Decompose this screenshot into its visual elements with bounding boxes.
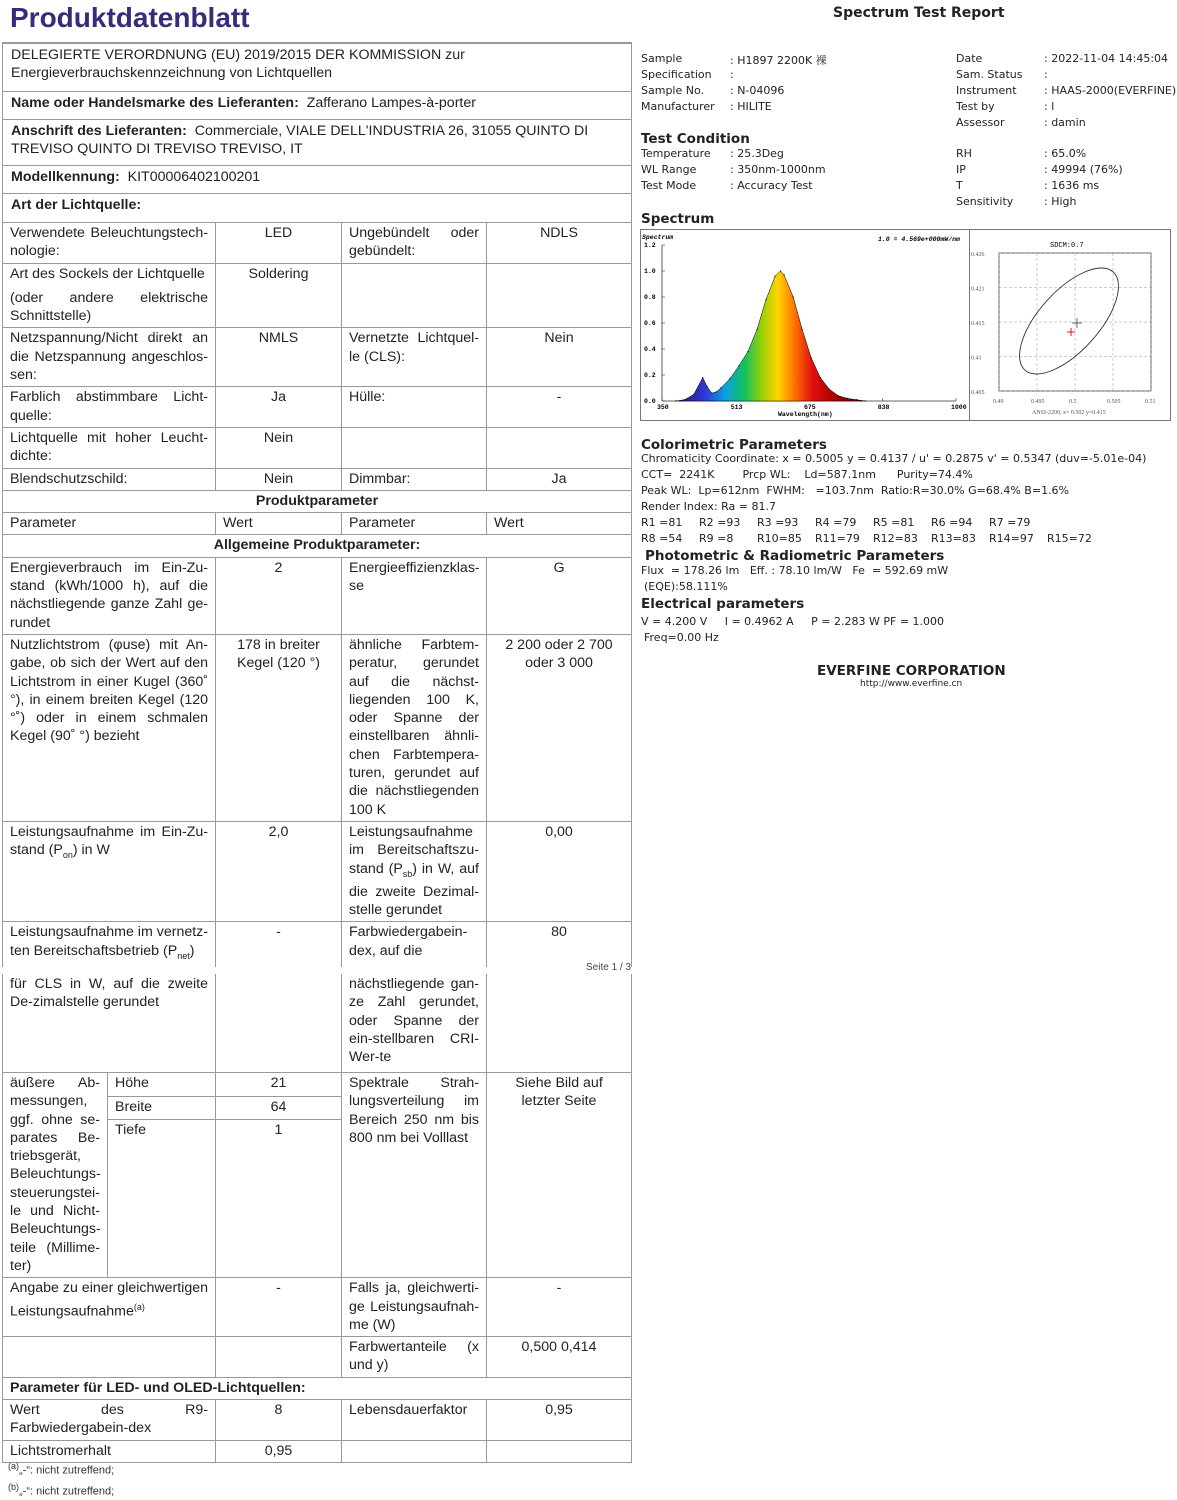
supplier-box	[2, 91, 632, 120]
eclass-label: Energieeffizienzklas-se	[342, 557, 487, 634]
flux-value: 178 in breiter Kegel (120 °)	[216, 634, 342, 821]
supplier-value: Zafferano Lampes-à-porter	[306, 95, 476, 111]
glare-value: Nein	[216, 468, 342, 490]
spectrum-point	[702, 377, 703, 378]
spectrum-point	[720, 387, 721, 388]
type-label: Art der Lichtquelle:	[11, 197, 142, 213]
model-value: KIT00006402100201	[127, 169, 261, 185]
chromaticity-label: Farbwertanteile (x und y)	[342, 1337, 487, 1378]
condition-value: : 350nm-1000nm	[730, 163, 826, 176]
cie-y-tick-label: 0.426	[971, 252, 985, 258]
table-row	[3, 387, 632, 428]
pon-label-text: Leistungsaufnahme im Ein-Zu-stand (P	[10, 823, 208, 859]
info-label: Test by	[956, 100, 995, 113]
cct-line: CCT= 2241K Prcp WL: Ld=587.1nm Purity=74.4%	[641, 468, 973, 481]
chart-spec-label: Spectrum	[642, 234, 674, 241]
table-row	[3, 1073, 632, 1097]
table-row	[3, 1337, 632, 1378]
table-row	[3, 427, 632, 468]
table-row	[3, 922, 632, 967]
table-row	[3, 557, 632, 634]
info-label: Sample No.	[641, 84, 705, 97]
condition-value: : 49994 (76%)	[1044, 163, 1123, 176]
render-index-value: R2 =93	[699, 516, 741, 529]
report-title: Spectrum Test Report	[833, 5, 1005, 21]
table-row	[3, 223, 632, 264]
equiv-power-value: -	[487, 1278, 632, 1337]
table-row	[3, 263, 632, 328]
equiv-power-label: Falls ja, gleichwerti-ge Leistungsaufnah-me (W)	[342, 1278, 487, 1337]
luminance-label: Lichtquelle mit hoher Leucht-dichte:	[3, 427, 216, 468]
info-value: : HAAS-2000(EVERFINE)	[1044, 84, 1177, 97]
condition-label: T	[956, 179, 963, 192]
spectrum-point	[820, 377, 821, 378]
cls-value: Nein	[487, 328, 632, 387]
cie-y-tick-label: 0.41	[971, 355, 982, 362]
condition-value: : Accuracy Test	[730, 179, 813, 192]
cct-label: ähnliche Farbtem-peratur, gerundet auf die nächst-liegenden 100 K, oder Spanne der einstellbaren ähnli-chen Farbtempera-turen, gerundet auf die nächstliegenden 100 K	[342, 634, 487, 821]
flux-line: Flux = 178.26 lm Eff. : 78.10 lm/W Fe = 592.69 mW	[641, 564, 949, 577]
equiv-label	[3, 1278, 216, 1337]
table-row	[3, 974, 632, 1073]
psb-value: 0,00	[487, 821, 632, 921]
condition-value: : 65.0%	[1044, 147, 1087, 160]
depth-label: Tiefe	[108, 1120, 216, 1278]
pon-label-tail: ) in W	[72, 842, 110, 859]
spectrum-point	[707, 386, 708, 387]
spectrum-point	[775, 276, 776, 277]
cie-x-tick-label: 0.49	[993, 399, 1004, 405]
y-tick-label: 0.2	[644, 372, 656, 379]
render-index-value: R5 =81	[873, 516, 915, 529]
info-label: Assessor	[956, 116, 1005, 129]
pnet-label-tail: )	[189, 942, 195, 959]
table-row	[3, 1377, 632, 1399]
info-label: Date	[956, 52, 983, 65]
spd-value: Siehe Bild auf letzter Seite	[487, 1073, 632, 1278]
eclass-value: G	[487, 557, 632, 634]
bundle-label: Ungebündelt oder gebündelt:	[342, 223, 487, 264]
cri-value: 80	[487, 922, 632, 967]
electrical-title: Electrical parameters	[641, 596, 805, 612]
cie-frame	[970, 230, 1171, 421]
page-title: Produktdatenblatt	[10, 2, 250, 33]
table-row	[3, 468, 632, 490]
dimmable-value: Ja	[487, 468, 632, 490]
table-row	[3, 634, 632, 821]
spectrum-point	[784, 274, 785, 275]
regulation-box	[2, 42, 632, 92]
x-tick-label: 1000	[951, 404, 967, 411]
cie-y-tick-label: 0.405	[971, 390, 985, 396]
cls-label: Vernetzte Lichtquel-le (CLS):	[342, 328, 487, 387]
footnote-a	[8, 1461, 114, 1477]
spd-label: Spektrale Strah-lungsverteilung im Bereich 250 nm bis 800 nm bei Volllast	[342, 1073, 487, 1278]
cie-x-tick-label: 0.495	[1031, 399, 1045, 405]
info-label: Manufacturer	[641, 100, 715, 113]
x-tick-label: 838	[877, 404, 890, 411]
render-index-value: R1 =81	[641, 516, 683, 529]
params-continued-table	[2, 974, 632, 1463]
condition-label: WL Range	[641, 163, 697, 176]
spectrum-point	[865, 400, 866, 401]
spectrum-point	[838, 395, 839, 396]
cie-x-tick-label: 0.505	[1107, 399, 1121, 405]
spectrum-point	[765, 299, 766, 300]
socket-label-2: (oder andere elektrische Schnittstelle)	[10, 289, 208, 325]
pnet-value: -	[216, 922, 342, 967]
table-row	[3, 1278, 632, 1337]
info-value: :	[730, 68, 734, 81]
psb-sub: sb	[402, 868, 413, 879]
cri-label: Farbwiedergabein-dex, auf die	[342, 922, 487, 967]
tech-value: LED	[216, 223, 342, 264]
render-index-value: R13=83	[931, 532, 976, 545]
spectrum-chart	[640, 229, 970, 421]
tech-label: Verwendete Beleuchtungstech-nologie:	[3, 223, 216, 264]
mains-value: NMLS	[216, 328, 342, 387]
y-tick-label: 0.6	[644, 320, 656, 327]
width-label: Breite	[108, 1096, 216, 1120]
shell-label: Hülle:	[342, 387, 487, 428]
energy-label: Energieverbrauch im Ein-Zu-stand (kWh/1000 h), auf die nächstliegende ganze Zahl ge-rundet	[3, 557, 216, 634]
render-index-value: R12=83	[873, 532, 918, 545]
energy-value: 2	[216, 557, 342, 634]
spectrum-point	[738, 365, 739, 366]
equiv-label-text: Angabe zu einer gleichwertigen Leistungsaufnahme	[10, 1280, 208, 1320]
eqe-line: (EQE):58.111%	[644, 580, 728, 593]
flux-label: Nutzlichtstrom (φuse) mit An-gabe, ob sich der Wert auf den Lichtstrom in einer Kugel (360˚ °), in einem breiten Kegel (120 °˚) oder in einem schmalen Kegel (90˚ °) bezieht	[3, 634, 216, 821]
y-tick-label: 1.0	[644, 268, 656, 275]
cri-cont-label: nächstliegende gan-ze Zahl gerundet, oder Spanne der ein-stellbaren CRI-Wer-te	[342, 974, 487, 1073]
y-tick-label: 0.8	[644, 294, 656, 301]
cie-y-tick-label: 0.415	[971, 321, 985, 327]
info-label: Sam. Status	[956, 68, 1023, 81]
table-row	[3, 513, 632, 535]
corporation-url: http://www.everfine.cn	[860, 679, 963, 689]
spectrum-point	[793, 296, 794, 297]
regulation-text: DELEGIERTE VERORDNUNG (EU) 2019/2015 DER KOMMISSION zur Energieverbrauchskennzeichnung von Lichtquellen	[11, 47, 465, 82]
product-params-heading: Produktparameter	[3, 490, 632, 512]
render-index-value: R4 =79	[815, 516, 857, 529]
info-value: : HILITE	[730, 100, 772, 113]
color-label: Farblich abstimmbare Licht-quelle:	[3, 387, 216, 428]
spectrum-point	[675, 400, 676, 401]
height-value: 21	[216, 1073, 342, 1097]
pnet-cont-label: für CLS in W, auf die zweite De-zimalstelle gerundet	[3, 974, 216, 1073]
shell-value: -	[487, 387, 632, 428]
bundle-value: NDLS	[487, 223, 632, 264]
condition-label: Test Mode	[641, 179, 697, 192]
spectrum-test-report	[636, 0, 1177, 700]
address-label: Anschrift des Lieferanten:	[11, 123, 187, 139]
info-value: : damin	[1044, 116, 1086, 129]
condition-value: : High	[1044, 195, 1077, 208]
footnote-a-text: „-“: nicht zutreffend;	[19, 1464, 115, 1477]
model-label: Modellkennung:	[11, 169, 120, 185]
light-source-table	[2, 222, 632, 967]
spectrum-point	[829, 389, 830, 390]
chromaticity-line: Chromaticity Coordinate: x = 0.5005 y = 0.4137 / u' = 0.2875 v' = 0.5347 (duv=-5.01e-04)	[641, 452, 1147, 465]
pnet-sub: net	[177, 950, 190, 961]
test-condition-title: Test Condition	[641, 131, 750, 147]
render-index-value: R3 =93	[757, 516, 799, 529]
supplier-label: Name oder Handelsmarke des Lieferanten:	[11, 95, 299, 111]
col-header-param: Parameter	[3, 513, 216, 535]
condition-label: Temperature	[641, 147, 711, 160]
psb-label	[342, 821, 487, 921]
page-number: Seite 1 / 3	[586, 962, 632, 973]
spectrum-point	[756, 329, 757, 330]
y-tick-label: 0.0	[644, 398, 656, 405]
r9-value: 8	[216, 1400, 342, 1441]
photometric-title: Photometric & Radiometric Parameters	[645, 548, 945, 564]
cie-x-tick-label: 0.5	[1069, 399, 1077, 405]
psb-label-text: Leistungsaufnahme im Bereitschaftszu-stand (P	[349, 823, 479, 877]
maintenance-value: 0,95	[216, 1440, 342, 1462]
table-row	[3, 328, 632, 387]
spectrum-point	[693, 394, 694, 395]
address-box	[2, 119, 632, 166]
height-label: Höhe	[108, 1073, 216, 1097]
peak-line: Peak WL: Lp=612nm FWHM: =103.7nm Ratio:R=30.0% G=68.4% B=1.6%	[641, 484, 1070, 497]
maintenance-label: Lichtstromerhalt	[3, 1440, 216, 1462]
cie-chart	[969, 229, 1171, 421]
psb-label-tail: ) in W, auf die zweite Dezimal-stelle gerundet	[349, 860, 479, 918]
equiv-sup: (a)	[133, 1301, 145, 1312]
pon-value: 2,0	[216, 821, 342, 921]
info-value: : l	[1044, 100, 1055, 113]
condition-label: RH	[956, 147, 972, 160]
footnote-b-text: „-“: nicht zutreffend;	[19, 1485, 115, 1498]
chart-x-axis-label: Wavelength(nm)	[778, 411, 833, 418]
address-value: Commerciale, VIALE DELL'INDUSTRIA 26, 31055 QUINTO DI TREVISO QUINTO DI TREVISO TREVISO, IT	[11, 123, 589, 158]
chromaticity-value: 0,500 0,414	[487, 1337, 632, 1378]
led-params-heading: Parameter für LED- und OLED-Lichtquellen:	[3, 1377, 632, 1399]
spectrum-point	[802, 329, 803, 330]
chart-peak-label: 1.0 = 4.569e+000mW/nm	[878, 236, 960, 243]
info-label: Specification	[641, 68, 712, 81]
table-row	[3, 821, 632, 921]
life-label: Lebensdauerfaktor	[342, 1400, 487, 1441]
equiv-value: -	[216, 1278, 342, 1337]
cie-y-tick-label: 0.421	[971, 286, 985, 293]
pnet-label-text: Leistungsaufnahme im vernetz-ten Bereitschaftsbetrieb (P	[10, 924, 208, 959]
pon-sub: on	[62, 850, 73, 861]
condition-value: : 25.3Deg	[730, 147, 784, 160]
socket-value: Soldering	[216, 263, 342, 328]
type-box	[2, 193, 632, 222]
table-row	[3, 1440, 632, 1462]
render-index-value: R15=72	[1047, 532, 1092, 545]
col-header-param: Parameter	[342, 513, 487, 535]
table-row	[3, 490, 632, 512]
electrical-line: V = 4.200 V I = 0.4962 A P = 2.283 W PF = 1.000	[641, 615, 945, 628]
color-value: Ja	[216, 387, 342, 428]
info-label: Instrument	[956, 84, 1017, 97]
spectrum-point	[847, 398, 848, 399]
footnote-b-sup: (b)	[8, 1482, 19, 1492]
r9-label: Wert des R9-Farbwiedergabein-dex	[3, 1400, 216, 1441]
render-index-value: R11=79	[815, 532, 860, 545]
spectrum-point	[856, 399, 857, 400]
width-value: 64	[216, 1096, 342, 1120]
pnet-label	[3, 922, 216, 967]
render-index-value: R8 =54	[641, 532, 683, 545]
info-value: : H1897 2200K 裸	[730, 54, 827, 67]
condition-label: IP	[956, 163, 966, 176]
footnote-b	[8, 1482, 114, 1498]
socket-cell	[3, 263, 216, 328]
x-tick-label: 675	[804, 404, 816, 411]
life-value: 0,95	[487, 1400, 632, 1441]
spectrum-point	[684, 399, 685, 400]
table-row	[3, 535, 632, 557]
cie-x-tick-label: 0.51	[1145, 399, 1156, 405]
frequency-line: Freq=0.00 Hz	[644, 631, 719, 644]
col-header-value: Wert	[487, 513, 632, 535]
spectrum-point	[811, 358, 812, 359]
spectrum-point	[716, 391, 717, 392]
colorimetric-title: Colorimetric Parameters	[641, 437, 827, 453]
corporation-name: EVERFINE CORPORATION	[817, 663, 1006, 679]
info-value: : N-04096	[730, 84, 785, 97]
info-label: Sample	[641, 52, 683, 65]
x-tick-label: 513	[730, 404, 743, 411]
render-index-value: R6 =94	[931, 516, 973, 529]
cie-caption: ANSI-2200, x= 0.502 y=0.415	[1032, 410, 1106, 416]
spectrum-point	[780, 270, 781, 271]
model-box	[2, 165, 632, 194]
render-index-value: R7 =79	[989, 516, 1031, 529]
spectrum-point	[711, 393, 712, 394]
condition-label: Sensitivity	[956, 195, 1014, 208]
info-value: : 2022-11-04 14:45:04	[1044, 52, 1169, 65]
luminance-value: Nein	[216, 427, 342, 468]
glare-label: Blendschutzschild:	[3, 468, 216, 490]
render-index-value: R14=97	[989, 532, 1034, 545]
mains-label: Netzspannung/Nicht direkt an die Netzspannung angeschlos-sen:	[3, 328, 216, 387]
spectrum-point	[747, 351, 748, 352]
spectrum-title: Spectrum	[641, 211, 715, 227]
render-index-value: R10=85	[757, 532, 802, 545]
dimmable-label: Dimmbar:	[342, 468, 487, 490]
depth-value: 1	[216, 1120, 342, 1278]
info-value: :	[1044, 68, 1048, 81]
cct-value: 2 200 oder 2 700 oder 3 000	[487, 634, 632, 821]
spectrum-point	[729, 378, 730, 379]
y-tick-label: 0.4	[644, 346, 656, 353]
condition-value: : 1636 ms	[1044, 179, 1100, 192]
general-params-heading: Allgemeine Produktparameter:	[3, 535, 632, 557]
y-tick-label: 1.2	[644, 242, 656, 249]
table-row	[3, 1400, 632, 1441]
render-index-value: R9 =8	[699, 532, 734, 545]
render-index: Render Index: Ra = 81.7	[641, 500, 776, 513]
cie-title: SDCM:0.7	[1050, 242, 1084, 250]
pon-label	[3, 821, 216, 921]
socket-label: Art des Sockels der Lichtquelle	[10, 265, 205, 282]
footnote-a-sup: (a)	[8, 1461, 19, 1471]
dimensions-label: äußere Ab-messungen, ggf. ohne se-parates Be-triebsgerät, Beleuchtungs-steuerungstei-le und Nicht-Beleuchtungs-teile (Millime-ter)	[3, 1073, 108, 1278]
x-tick-label: 350	[657, 404, 669, 411]
col-header-value: Wert	[216, 513, 342, 535]
